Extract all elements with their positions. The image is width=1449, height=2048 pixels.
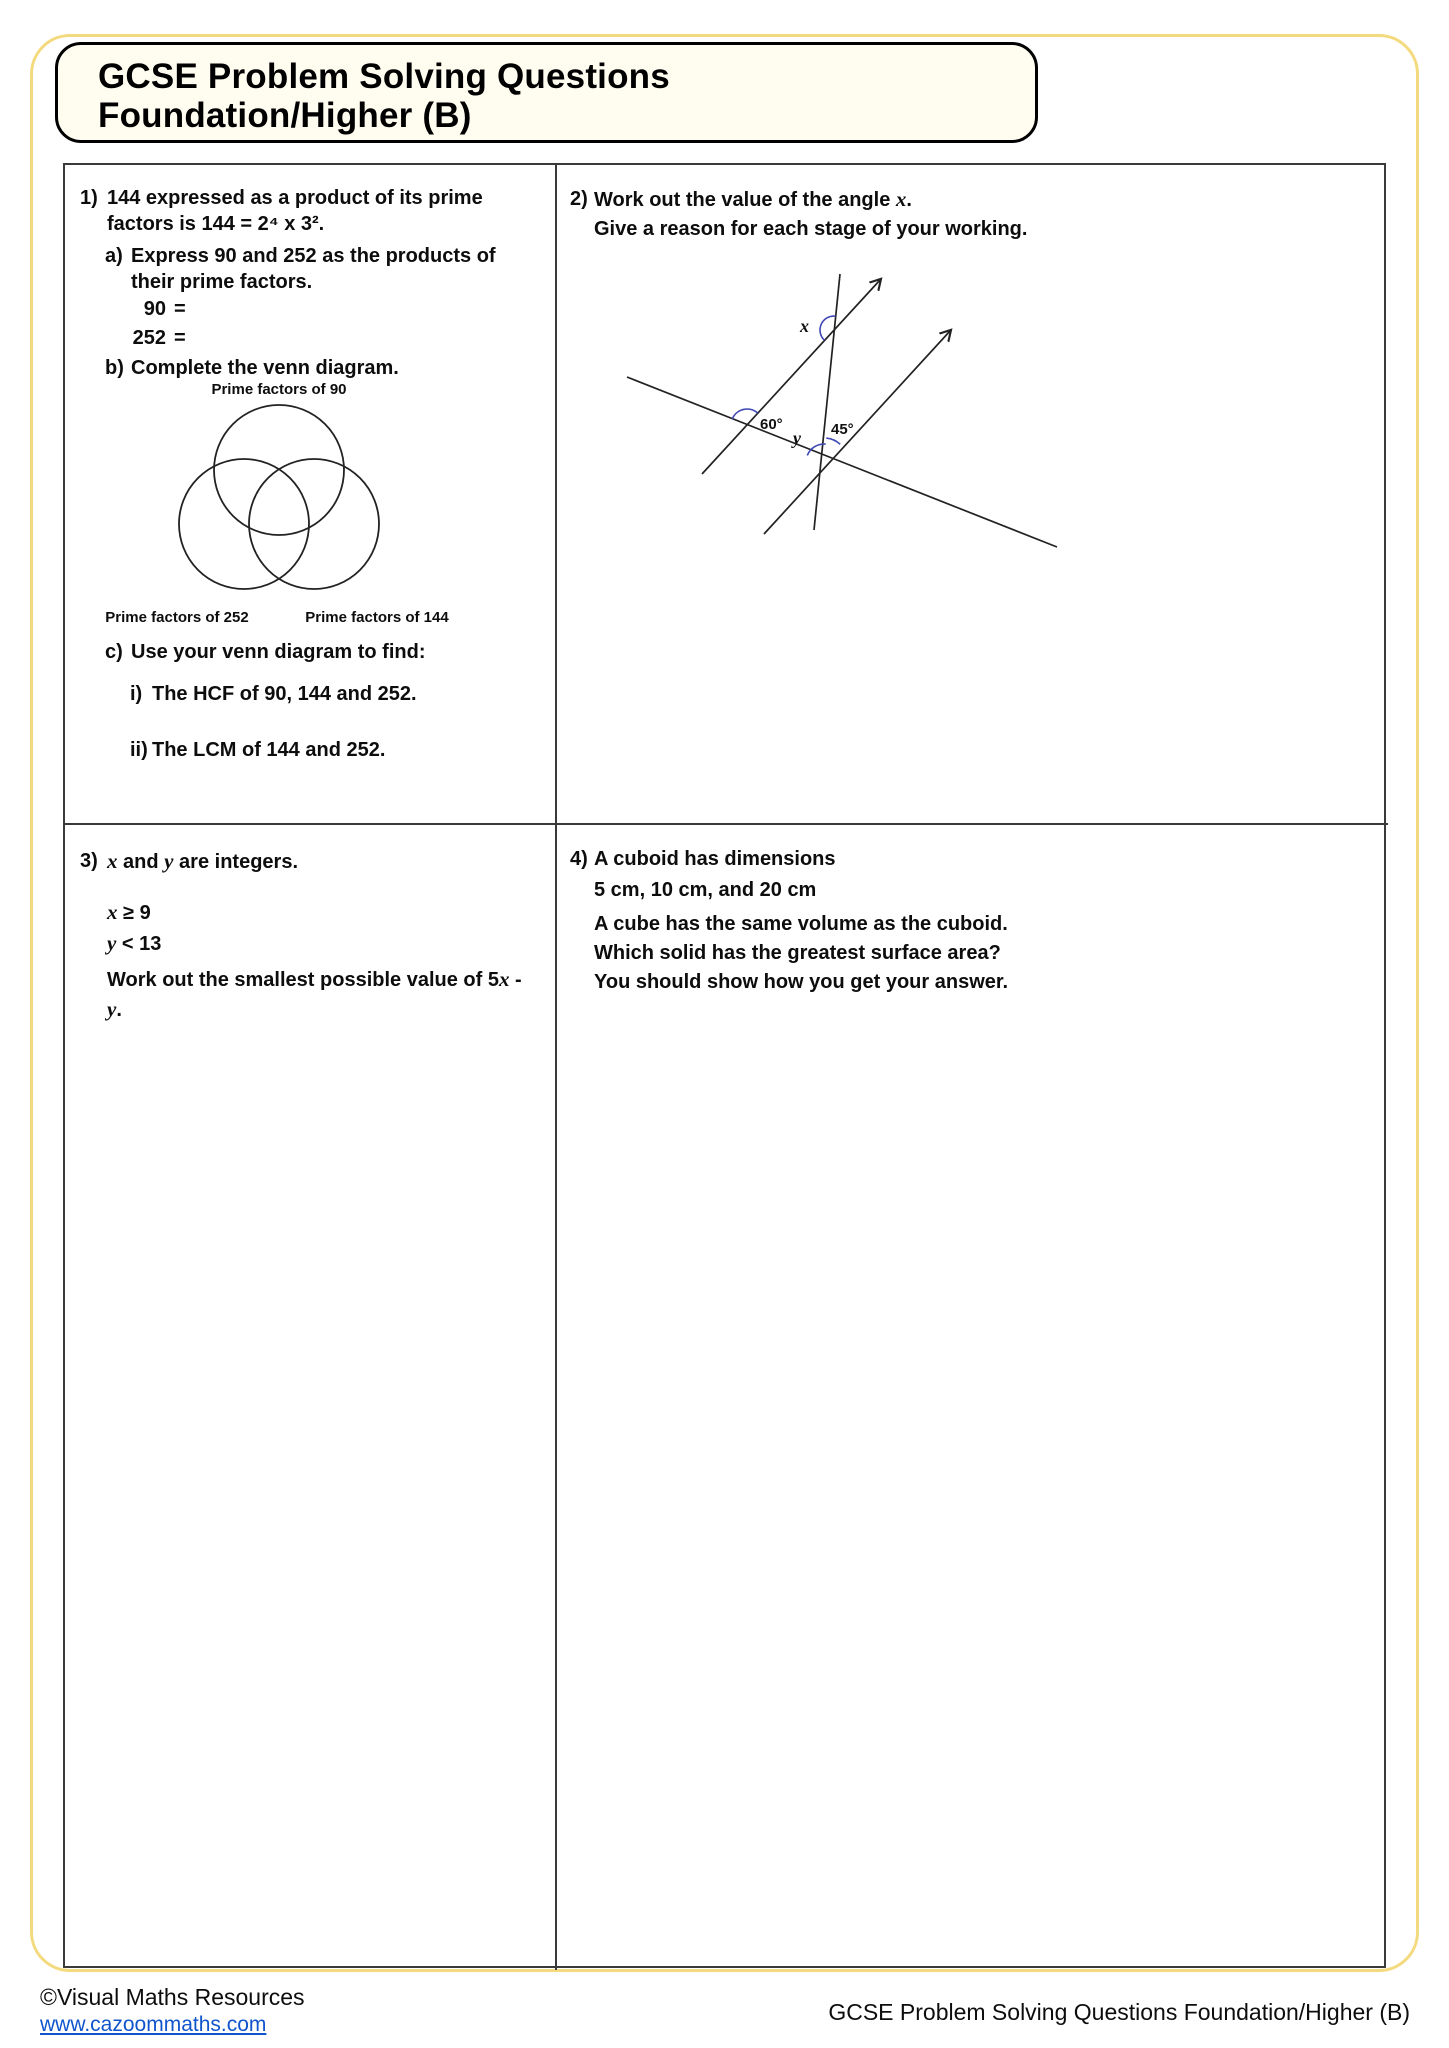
- question-4-number: 4): [570, 848, 588, 870]
- parallel-line-2: [764, 331, 950, 534]
- part-a-label: a): [105, 245, 123, 267]
- equation-252: [128, 324, 540, 353]
- question-4-cell: [557, 825, 1388, 1970]
- question-4-body: [594, 845, 1368, 997]
- intro-mid: and: [117, 851, 165, 873]
- question-2-prompt-row: [570, 185, 1368, 244]
- item-ii-label: ii): [130, 739, 148, 761]
- question-1-cell: [65, 165, 557, 825]
- q3-prompt-var-y: y: [107, 997, 117, 1021]
- question-3-number: 3): [80, 850, 98, 872]
- venn-label-252: Prime factors of 252: [105, 609, 249, 626]
- title-line-1: GCSE Problem Solving Questions: [98, 57, 670, 96]
- venn-circles: [109, 403, 449, 593]
- angle-arc-45: [826, 438, 840, 444]
- question-2-prompt: [594, 185, 1368, 244]
- q3-prompt-pre: Work out the smallest possible value of 5: [107, 969, 499, 991]
- item-ii-text: The LCM of 144 and 252.: [152, 739, 386, 761]
- angle-label-x: x: [800, 316, 809, 336]
- inequality-x-rest: ≥ 9: [117, 902, 151, 924]
- angle-diagram: [612, 252, 1082, 562]
- part-c-text: Use your venn diagram to find:: [131, 641, 426, 663]
- question-1-part-a: [105, 243, 540, 295]
- prompt-text-pre: Work out the value of the angle: [594, 189, 896, 211]
- questions-grid: [63, 163, 1386, 1968]
- equation-252-lhs: 252: [132, 327, 166, 349]
- q3-prompt-var-x: x: [498, 967, 510, 991]
- intro-end: are integers.: [173, 851, 299, 873]
- footer-worksheet-title: GCSE Problem Solving Questions Foundation/Higher (B): [828, 1999, 1410, 2025]
- cazoom-link[interactable]: www.cazoommaths.com: [40, 2013, 267, 2036]
- part-a-text: Express 90 and 252 as the products of their prime factors.: [131, 245, 496, 293]
- equation-90: [128, 295, 540, 324]
- intro-var-x: x: [107, 849, 118, 873]
- copyright-text: ©Visual Maths Resources: [40, 1984, 305, 2010]
- question-3-prompt: [107, 965, 540, 1025]
- question-3-inequalities: [107, 897, 540, 959]
- intro-var-y: y: [164, 849, 174, 873]
- question-1-part-c: [105, 639, 540, 665]
- part-b-text: Complete the venn diagram.: [131, 357, 399, 379]
- question-3-row: [80, 847, 540, 1025]
- inequality-y-var: y: [107, 931, 117, 955]
- equation-252-equals: =: [174, 327, 186, 349]
- question-2-line-2: Give a reason for each stage of your working.: [594, 218, 1028, 240]
- venn-diagram: [80, 381, 541, 629]
- prompt-var-x: x: [895, 187, 907, 211]
- question-2-number: 2): [570, 188, 588, 210]
- question-2-cell: [557, 165, 1388, 825]
- crossing-line: [814, 274, 840, 530]
- question-4-line-1: A cuboid has dimensions: [594, 848, 836, 870]
- question-2-line-1: [594, 185, 1368, 215]
- question-4-line-2: 5 cm, 10 cm, and 20 cm: [594, 879, 817, 901]
- item-i-text: The HCF of 90, 144 and 252.: [152, 683, 417, 705]
- inequality-x: [107, 897, 540, 928]
- question-4-line-5: You should show how you get your answer.: [594, 971, 1009, 993]
- transversal-line: [627, 377, 1057, 547]
- question-3-intro: [107, 847, 540, 877]
- question-1-intro-row: [80, 185, 540, 237]
- question-1-part-b: [105, 355, 540, 381]
- question-4-line-3: A cube has the same volume as the cuboid.: [594, 913, 1008, 935]
- angle-label-y: y: [793, 428, 801, 448]
- inequality-y: [107, 928, 540, 959]
- part-b-label: b): [105, 357, 124, 379]
- question-1-number: 1): [80, 187, 98, 209]
- question-3-body: [107, 847, 540, 1025]
- question-3-cell: [65, 825, 557, 1970]
- page-title: [98, 57, 1035, 135]
- inequality-y-rest: < 13: [116, 933, 162, 955]
- inequality-x-var: x: [107, 900, 118, 924]
- part-c-label: c): [105, 641, 123, 663]
- footer-left: [40, 1984, 305, 2038]
- equation-90-lhs: 90: [143, 298, 166, 320]
- q3-prompt-mid: -: [509, 969, 522, 991]
- question-4-row: [570, 845, 1368, 997]
- q3-prompt-end: .: [116, 999, 122, 1021]
- question-1-item-ii: [130, 737, 540, 763]
- question-1-intro-text: 144 expressed as a product of its prime factors is 144 = 2⁴ x 3².: [107, 187, 483, 235]
- worksheet-header: [55, 42, 1038, 143]
- venn-label-144: Prime factors of 144: [305, 609, 449, 626]
- question-1-item-i: [130, 681, 540, 707]
- venn-label-90: Prime factors of 90: [211, 381, 347, 398]
- angle-label-45: 45°: [831, 421, 854, 438]
- equation-90-equals: =: [174, 298, 186, 320]
- item-i-label: i): [130, 683, 143, 705]
- parallel-line-1: [702, 280, 880, 474]
- prompt-text-end: .: [906, 189, 912, 211]
- angle-label-60: 60°: [760, 416, 783, 433]
- title-line-2: Foundation/Higher (B): [98, 96, 472, 135]
- question-4-line-4: Which solid has the greatest surface area?: [594, 942, 1001, 964]
